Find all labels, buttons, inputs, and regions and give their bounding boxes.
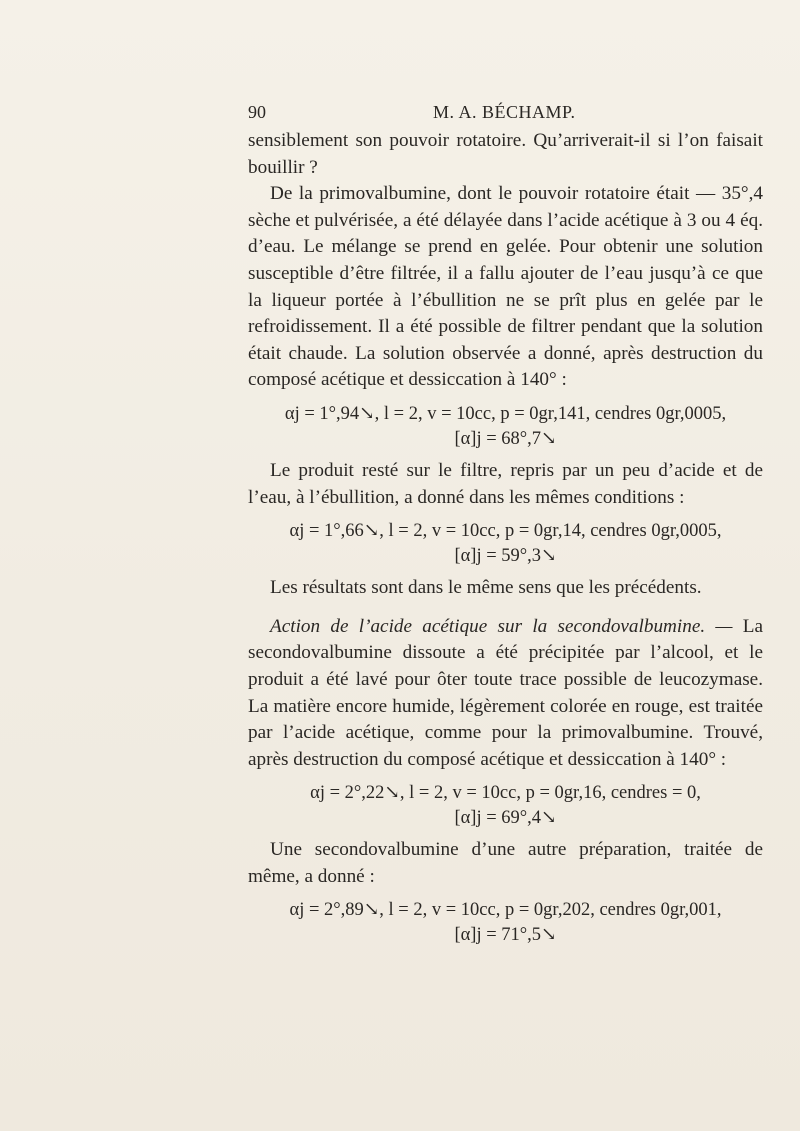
paragraph-primovalbumine: De la primovalbumine, dont le pouvoir rotatoire était — 35°,4 sèche et pulvérisée, a été délayée dans l’acide acétique à 3 ou 4 éq. d’eau. Le mélange se prend en gelée. Pour obtenir une solution susceptible d’être filtrée, il a fallu ajouter de l’eau jusqu’à ce que la liqueur portée à l’ébullition ne se prît plus en gelée par le refroidissement. Il a été possible de filtrer pendant que la solution était chaude. La solution observée a donné, après destruction du composé acétique et dessiccation à 140° :: [248, 183, 763, 391]
formula-specific-rotation-4: [α]j = 71°,5↘: [454, 925, 557, 946]
page-header: [248, 100, 763, 124]
formula-specific-rotation-2: [α]j = 59°,3↘: [454, 546, 557, 567]
formula-specific-rotation-1: [α]j = 68°,7↘: [454, 428, 557, 449]
section-heading: Action de l’acide acétique sur la secondovalbumine. —: [270, 615, 733, 637]
paragraph-results: Les résultats sont dans le même sens que les précédents.: [270, 577, 702, 599]
paragraph-other-preparation: Une secondovalbumine d’une autre préparation, traitée de même, a donné :: [248, 839, 763, 887]
paragraph-secondovalbumine: [248, 614, 763, 774]
formula-specific-rotation-3: [α]j = 69°,4↘: [454, 808, 557, 829]
formula-alpha-4: αj = 2°,89↘, l = 2, v = 10cc, p = 0gr,202, cendres 0gr,001,: [289, 900, 722, 921]
paragraph-secondovalbumine-text: La secondovalbumine dissoute a été précipitée par l’alcool, et le produit a été lavé pour ôter toute trace possible de leucozymase. La matière encore humide, légèrement colorée en rouge, est traitée par l’acide acétique, comme pour la primovalbumine. Trouvé, après destruction du composé acétique et dessiccation à 140° :: [248, 615, 764, 770]
formula-alpha-1: αj = 1°,94↘, l = 2, v = 10cc, p = 0gr,141, cendres 0gr,0005,: [284, 403, 727, 424]
page-number: 90: [248, 102, 266, 122]
paragraph-continuation: sensiblement son pouvoir rotatoire. Qu’arriverait-il si l’on faisait bouillir ?: [248, 130, 763, 178]
formula-alpha-3: αj = 2°,22↘, l = 2, v = 10cc, p = 0gr,16, cendres = 0,: [310, 783, 701, 804]
formula-alpha-2: αj = 1°,66↘, l = 2, v = 10cc, p = 0gr,14, cendres 0gr,0005,: [289, 521, 722, 542]
running-title: M. A. BÉCHAMP.: [433, 102, 576, 122]
page-body: [248, 128, 763, 948]
paragraph-filter-residue: Le produit resté sur le filtre, repris par un peu d’acide et de l’eau, à l’ébullition, a donné dans les mêmes conditions :: [248, 459, 763, 508]
